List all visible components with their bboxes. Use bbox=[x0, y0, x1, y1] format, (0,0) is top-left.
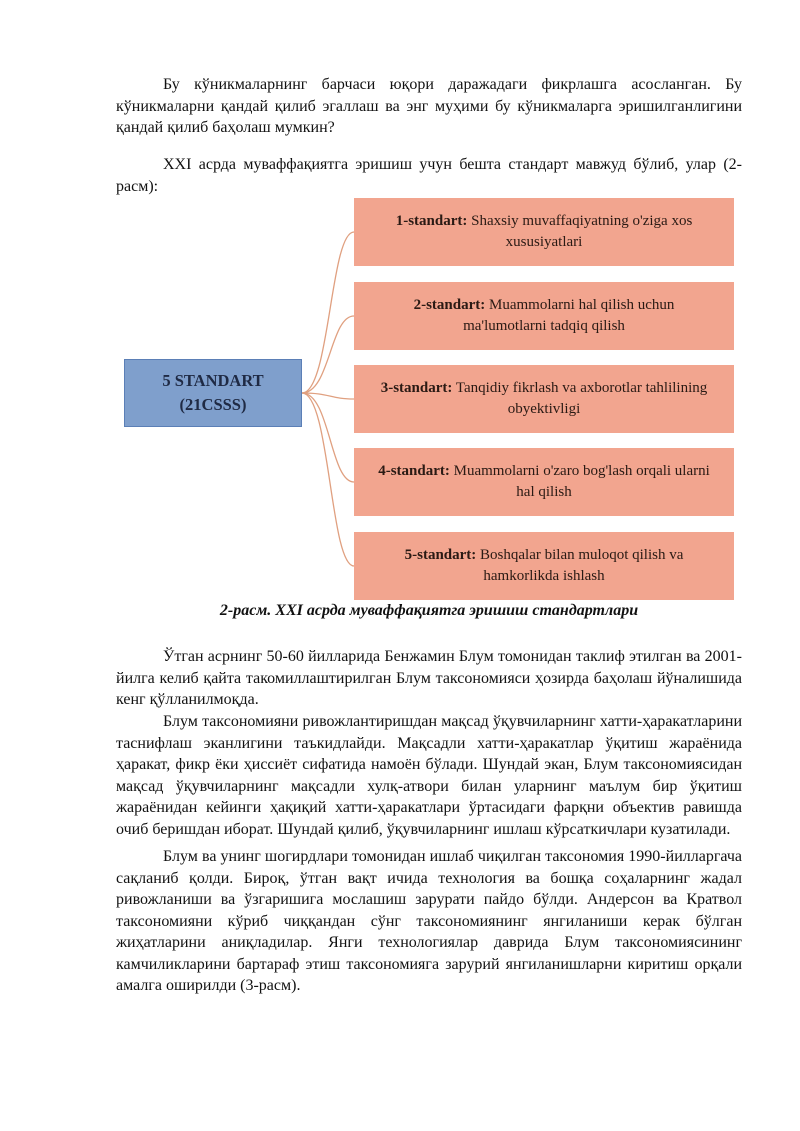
standard-node-2 bbox=[354, 282, 734, 350]
standard-text: Shaxsiy muvaffaqiyatning o'ziga xos xususiyatlari bbox=[471, 213, 693, 250]
standard-label: 5-standart: bbox=[404, 547, 477, 563]
standard-node-3 bbox=[354, 365, 734, 433]
connector-1 bbox=[302, 232, 354, 393]
standard-text: Muammolarni o'zaro bog'lash orqali ularni hal qilish bbox=[453, 463, 710, 500]
standard-text: Tanqidiy fikrlash va axborotlar tahlilining obyektivligi bbox=[455, 380, 708, 417]
center-node-subtitle: (21CSSS) bbox=[179, 395, 247, 414]
center-node bbox=[124, 359, 302, 427]
center-node-title: 5 STANDART bbox=[162, 371, 264, 390]
connector-2 bbox=[302, 316, 354, 393]
standard-label: 2-standart: bbox=[413, 297, 486, 313]
connector-3 bbox=[302, 393, 354, 399]
paragraph-3: Ўтган асрнинг 50-60 йилларида Бенжамин Блум томонидан таклиф этилган ва 2001-йилга келиб қайта такомиллаштирилган Блум таксономияси ҳозирда баҳолаш йўналишида кенг қўлланилмоқда. bbox=[116, 648, 742, 708]
paragraph-4: Блум таксономияни ривожлантиришдан мақсад ўқувчиларнинг хатти-ҳаракатларини таснифлаш эканлигини таъкидлайди. Мақсадли хатти-ҳаракатлар ўқитиш жараёнида ҳаракат, фикр ёки ҳиссиёт сифатида намоён бўлади. Шундай экан, Блум таксономиясидан мақсад ўқувчиларнинг мақсадли хулқ-атвори билан уларнинг маълум бир ўқитиш жараёнидан кейинги ҳақиқий хатти-ҳаракатлари ўртасидаги фарқни объектив равишда очиб беришдан иборат. Шундай қилиб, ўқувчиларнинг ишлаш кўрсаткичлари кузатилади. bbox=[116, 713, 742, 838]
standard-node-4 bbox=[354, 448, 734, 516]
paragraph-1: Бу кўникмаларнинг барчаси юқори даражадаги фикрлашга асосланган. Бу кўникмаларни қандай қилиб эгаллаш ва энг муҳими бу кўникмаларга эришилганлигини қандай қилиб баҳолаш мумкин? bbox=[116, 76, 742, 136]
standard-label: 1-standart: bbox=[395, 213, 468, 229]
standard-text: Muammolarni hal qilish uchun ma'lumotlarni tadqiq qilish bbox=[463, 297, 675, 334]
standard-node-5 bbox=[354, 532, 734, 600]
paragraph-2: XXI асрда муваффақиятга эришиш учун бешта стандарт мавжуд бўлиб, улар (2-расм): bbox=[116, 156, 742, 195]
standard-node-1 bbox=[354, 198, 734, 266]
figure-caption: 2-расм. XXI асрда муваффақиятга эришиш стандартлари bbox=[219, 602, 639, 619]
paragraph-5: Блум ва унинг шогирдлари томонидан ишлаб чиқилган таксономия 1990-йилларгача сақланиб қолди. Бироқ, ўтган вақт ичида технология ва бошқа соҳаларнинг жадал ривожланиши ва ўзгаришига мослашиш зарурати пайдо бўлди. Андерсон ва Кратвол таксономияни кўриб чиққандан сўнг таксономиянинг янгиланиши керак бўлган жиҳатларини аниқладилар. Янги технологиялар даврида Блум таксономиясининг камчиликларини бартараф этиш таксономияга зарурий янгиланишларни киритиш орқали амалга оширилди (3-расм). bbox=[116, 848, 742, 994]
standard-text: Boshqalar bilan muloqot qilish va hamkorlikda ishlash bbox=[480, 547, 684, 584]
connector-4 bbox=[302, 393, 354, 482]
connector-5 bbox=[302, 393, 354, 566]
standard-label: 3-standart: bbox=[380, 380, 453, 396]
standard-label: 4-standart: bbox=[378, 463, 450, 479]
